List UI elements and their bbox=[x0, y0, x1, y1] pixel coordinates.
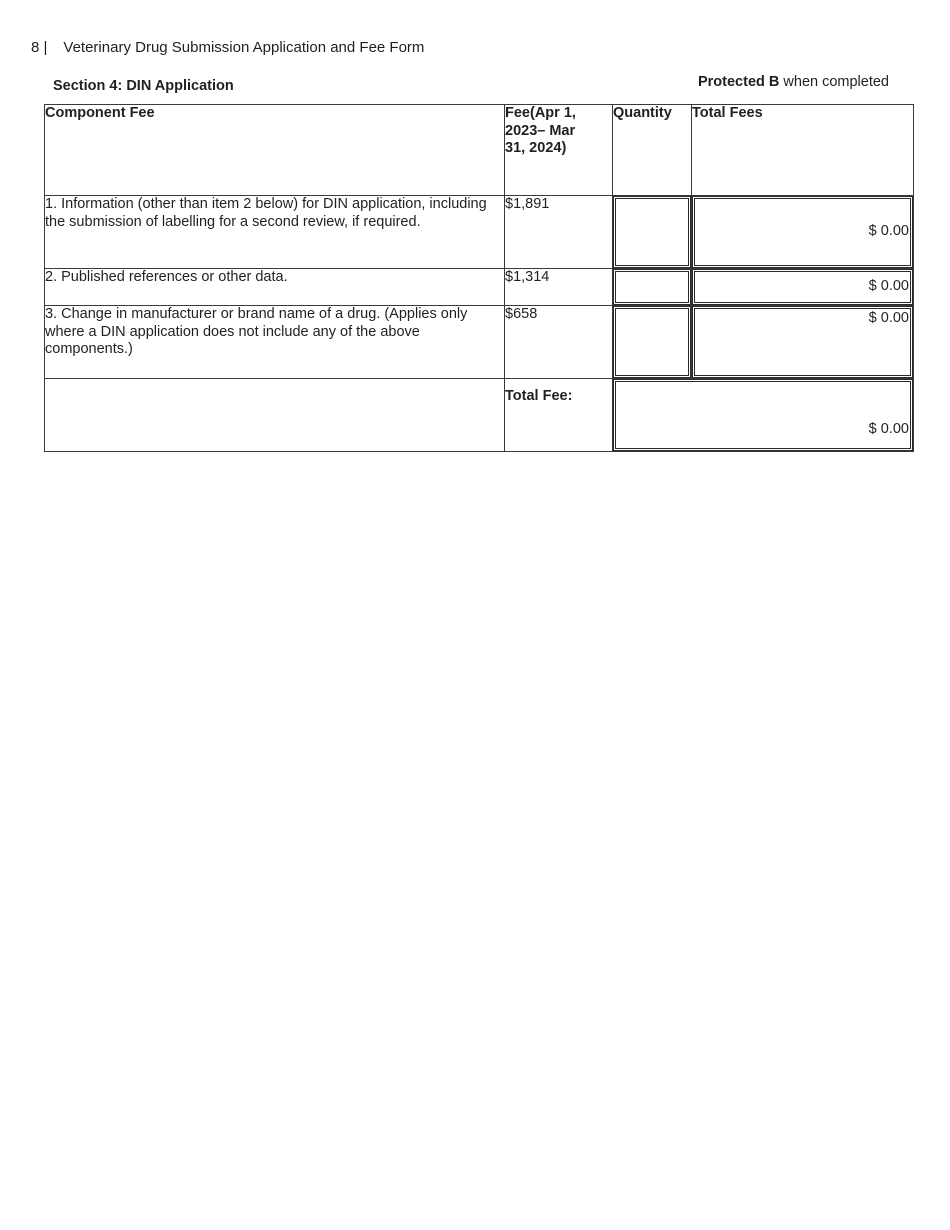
din-fee-table bbox=[44, 104, 914, 452]
table-row bbox=[45, 269, 914, 306]
total-cell bbox=[692, 269, 914, 306]
protected-notice bbox=[698, 73, 889, 91]
page-header bbox=[31, 39, 424, 57]
component-description: 1. Information (other than item 2 below) for DIN application, including the submission of labelling for a second review, if required. bbox=[45, 196, 505, 269]
total-fees-value: $ 0.00 bbox=[868, 278, 909, 295]
total-cell bbox=[692, 306, 914, 379]
column-header-total-fees: Total Fees bbox=[692, 105, 914, 196]
component-description: 2. Published references or other data. bbox=[45, 269, 505, 306]
column-header-component: Component Fee bbox=[45, 105, 505, 196]
total-fees-field-2[interactable] bbox=[692, 269, 913, 305]
table-row bbox=[45, 196, 914, 269]
total-fees-value: $ 0.00 bbox=[868, 223, 909, 240]
quantity-cell bbox=[613, 196, 692, 269]
quantity-cell bbox=[613, 306, 692, 379]
protected-suffix: when completed bbox=[779, 74, 889, 90]
document-title: Veterinary Drug Submission Application and Fee Form bbox=[63, 39, 425, 56]
total-fees-field-3[interactable] bbox=[692, 306, 913, 378]
section-title: Section 4: DIN Application bbox=[53, 78, 234, 94]
protected-level: Protected B bbox=[697, 74, 780, 90]
quantity-field-3[interactable] bbox=[613, 306, 691, 378]
empty-cell bbox=[45, 379, 505, 452]
total-fee-field[interactable] bbox=[613, 379, 913, 451]
quantity-cell bbox=[613, 269, 692, 306]
total-fee-cell bbox=[613, 379, 914, 452]
column-header-fee bbox=[505, 105, 613, 196]
table-row bbox=[45, 306, 914, 379]
total-fee-row bbox=[45, 379, 914, 452]
fee-header-line: 2023– Mar bbox=[505, 122, 576, 139]
quantity-field-1[interactable] bbox=[613, 196, 691, 268]
quantity-field-2[interactable] bbox=[613, 269, 691, 305]
column-header-quantity: Quantity bbox=[613, 105, 692, 196]
component-description: 3. Change in manufacturer or brand name of a drug. (Applies only where a DIN application does not include any of the above components.) bbox=[45, 306, 505, 379]
total-fees-field-1[interactable] bbox=[692, 196, 913, 268]
fee-header-line: 31, 2024) bbox=[505, 140, 567, 156]
total-fee-value: $ 0.00 bbox=[868, 420, 909, 437]
fee-header-line: Fee(Apr 1, bbox=[505, 105, 576, 121]
component-fee: $1,891 bbox=[505, 196, 613, 269]
total-cell bbox=[692, 196, 914, 269]
table-header-row bbox=[45, 105, 914, 196]
component-fee: $1,314 bbox=[505, 269, 613, 306]
page-number: 8 | bbox=[31, 39, 48, 56]
total-fees-value: $ 0.00 bbox=[868, 310, 909, 326]
component-fee: $658 bbox=[505, 306, 613, 379]
total-fee-label: Total Fee: bbox=[505, 379, 613, 452]
